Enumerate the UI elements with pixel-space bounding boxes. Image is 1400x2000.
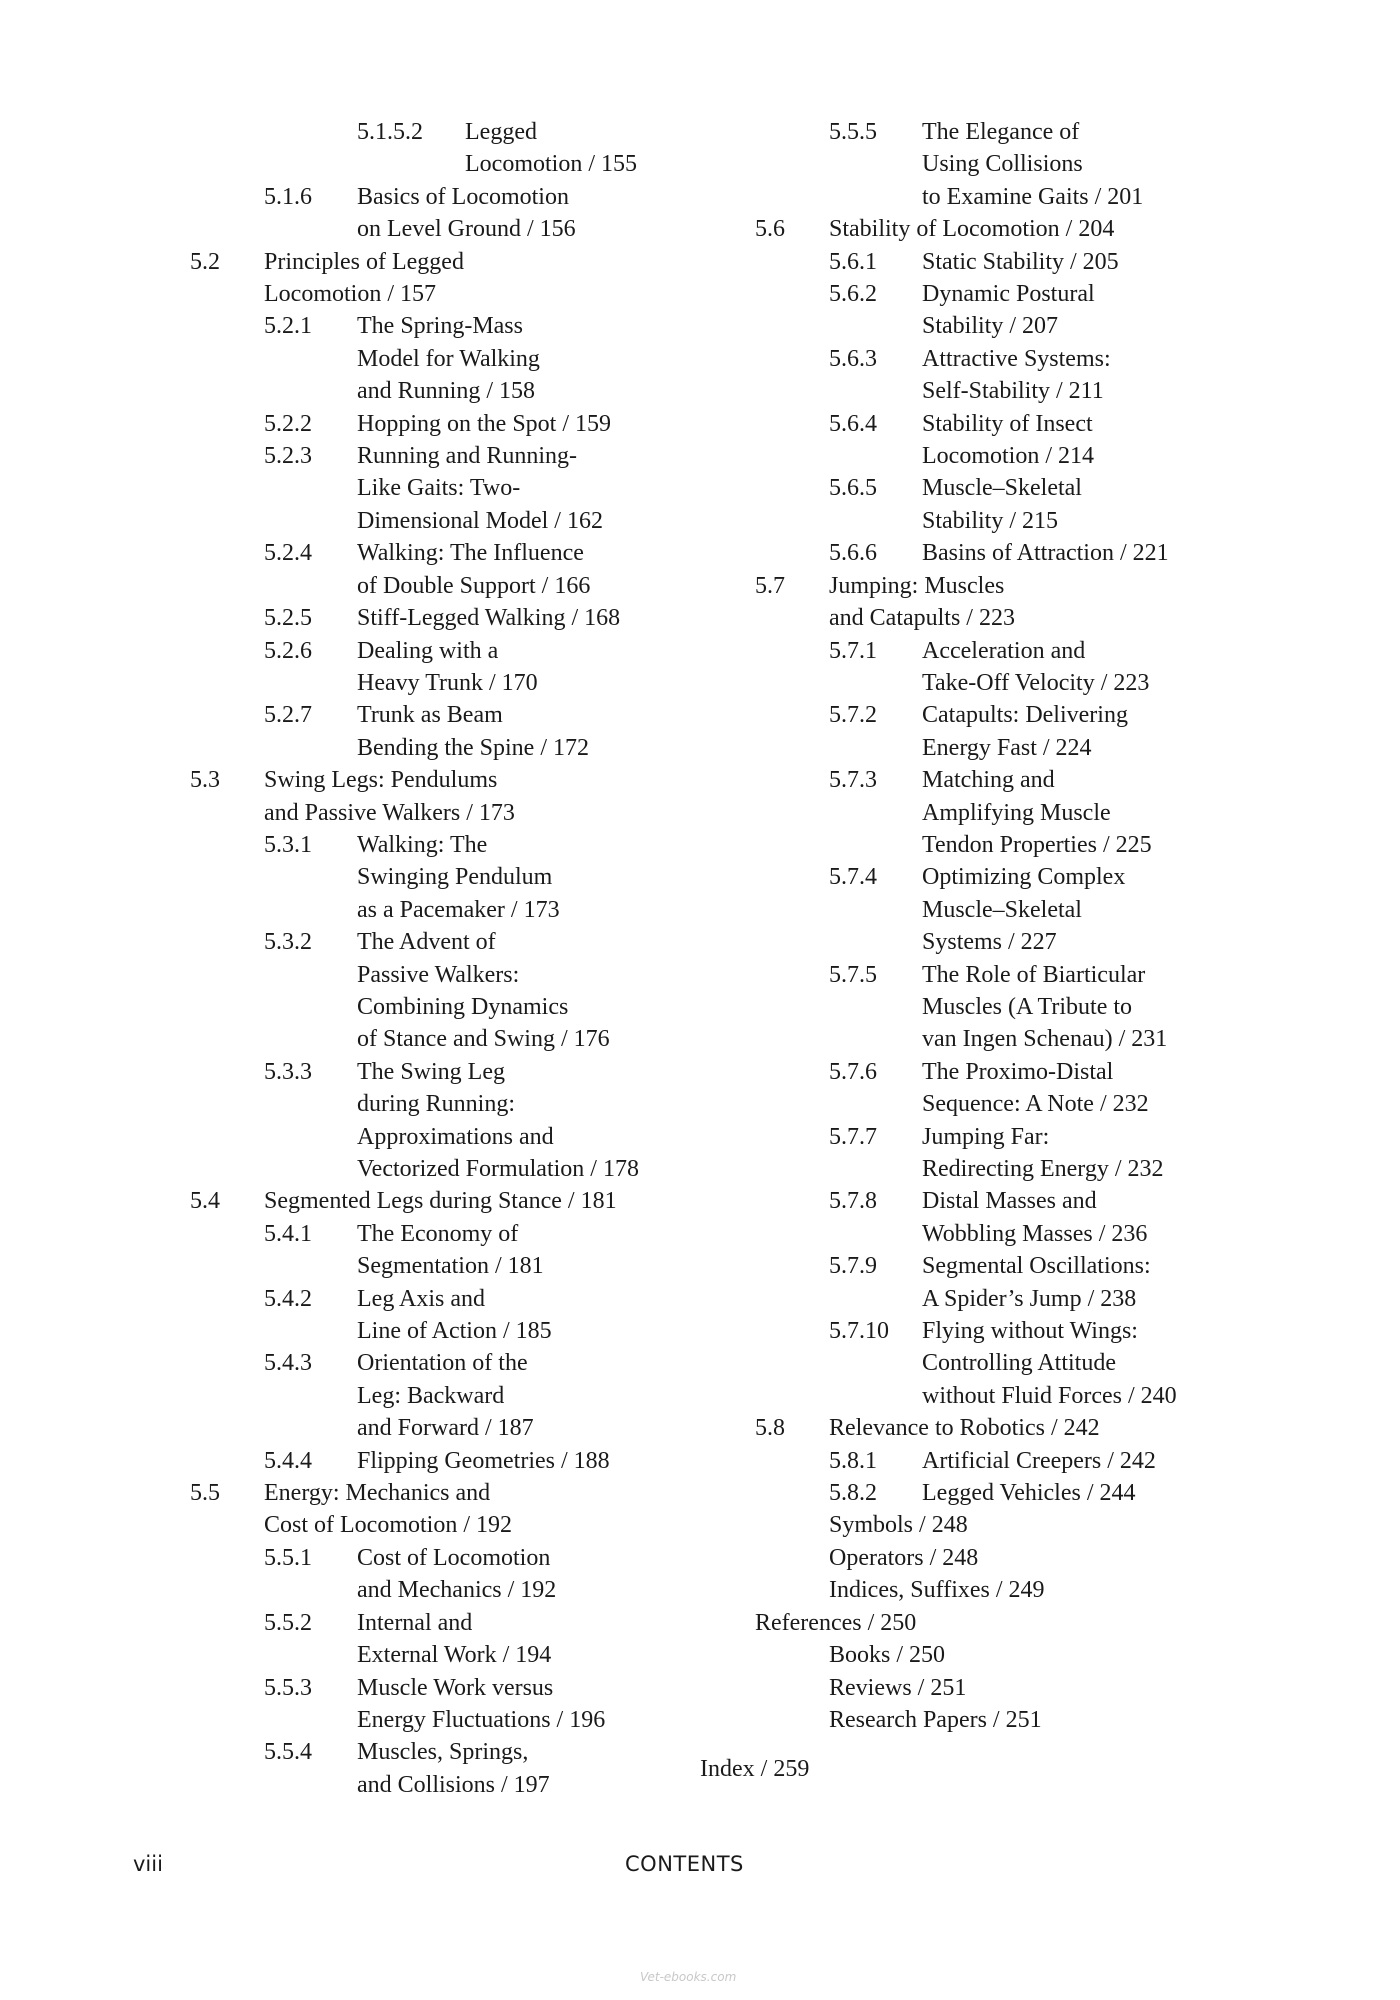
toc-entry-line: Passive Walkers: [357,961,520,988]
toc-entry-line: Tendon Properties / 225 [922,831,1152,858]
toc-entry-line: Muscle Work versus [357,1674,554,1701]
toc-entry-number: 5.8.1 [829,1447,877,1474]
toc-entry-title [922,1315,1275,1412]
toc-entry-line: Leg: Backward [357,1382,505,1409]
toc-entry-line: Catapults: Delivering [922,702,1128,729]
toc-entry[interactable] [755,1574,1275,1606]
toc-entry-line: Stability / 215 [922,507,1059,534]
toc-entry-number: 5.8 [755,1415,785,1442]
toc-entry-line: Cost of Locomotion / 192 [264,1512,512,1539]
toc-entry[interactable] [755,1607,1275,1639]
toc-entry-line: Stability / 207 [922,313,1059,340]
toc-entry-title [922,1056,1275,1121]
toc-entry-line: Walking: The [357,831,488,858]
toc-entry-line: Locomotion / 214 [922,443,1094,470]
toc-entry-line: Research Papers / 251 [829,1706,1042,1733]
toc-entry[interactable] [190,635,710,700]
toc-entry-number: 5.2.4 [264,540,312,567]
toc-entry-number: 5.7.2 [829,702,877,729]
toc-entry-line: Cost of Locomotion [357,1544,551,1571]
footer-running-title: CONTENTS [625,1852,744,1876]
toc-entry[interactable] [190,408,710,440]
toc-entry[interactable] [755,699,1275,764]
toc-entry-number: 5.8.2 [829,1480,877,1507]
toc-entry-line: on Level Ground / 156 [357,216,576,243]
toc-entry[interactable] [755,861,1275,958]
toc-entry-number: 5.6.2 [829,281,877,308]
toc-entry-line: The Role of Biarticular [922,961,1146,988]
toc-entry-line: and Catapults / 223 [829,605,1015,632]
toc-entry-line: of Double Support / 166 [357,572,591,599]
toc-entry-number: 5.1.6 [264,183,312,210]
toc-entry[interactable] [755,213,1275,245]
toc-entry-line: The Swing Leg [357,1058,505,1085]
toc-entry-title [357,926,710,1056]
toc-entry-title [357,1736,710,1801]
toc-entry-line: Systems / 227 [922,929,1057,956]
toc-entry-line: External Work / 194 [357,1642,552,1669]
toc-entry-number: 5.2.6 [264,637,312,664]
toc-entry-line: Segmentation / 181 [357,1253,544,1280]
toc-entry-line: Leg Axis and [357,1285,485,1312]
toc-entry-number: 5.5.5 [829,119,877,145]
toc-entry[interactable] [755,764,1275,861]
toc-entry[interactable] [190,1607,710,1672]
toc-entry-line: Walking: The Influence [357,540,584,567]
toc-entry[interactable] [755,1639,1275,1671]
toc-entry-title [357,1445,710,1477]
toc-entry-title [829,213,1275,245]
toc-entry-line: Stability of Insect [922,410,1093,437]
toc-entry-number: 5.7.10 [829,1318,889,1345]
toc-entry-number: 5.5.2 [264,1609,312,1636]
toc-entry-title [922,635,1275,700]
toc-entry-title [357,1672,710,1737]
toc-entry-number: 5.6.6 [829,540,877,567]
toc-entry-line: Segmental Oscillations: [922,1253,1151,1280]
toc-entry-line: to Examine Gaits / 201 [922,183,1144,210]
toc-entry[interactable] [755,116,1275,213]
toc-entry[interactable] [190,1736,710,1801]
toc-entry-line: and Running / 158 [357,378,535,405]
toc-entry-line: Segmented Legs during Stance / 181 [264,1188,617,1215]
toc-entry-line: and Collisions / 197 [357,1771,550,1798]
toc-entry-line: Heavy Trunk / 170 [357,669,538,696]
toc-entry-line: Muscles, Springs, [357,1739,529,1766]
toc-entry-line: Sequence: A Note / 232 [922,1091,1149,1118]
toc-entry-number: 5.7.5 [829,961,877,988]
toc-entry[interactable] [755,1542,1275,1574]
toc-entry[interactable] [755,537,1275,569]
toc-entry-number: 5.7.7 [829,1123,877,1150]
toc-entry-line: Take-Off Velocity / 223 [922,669,1150,696]
toc-entry-line: The Proximo-Distal [922,1058,1114,1085]
toc-entry-line: during Running: [357,1091,516,1118]
toc-entry-line: Legged Vehicles / 244 [922,1480,1136,1507]
toc-entry[interactable] [755,1672,1275,1704]
toc-entry-title [922,1185,1275,1250]
toc-entry[interactable] [755,246,1275,278]
toc-entry-title [357,602,710,634]
toc-entry-title [357,1056,710,1186]
toc-entry-line: Flipping Geometries / 188 [357,1447,610,1474]
toc-entry-title [829,570,1275,635]
toc-entry[interactable] [190,181,710,246]
toc-entry[interactable] [755,408,1275,473]
toc-entry-line: Self-Stability / 211 [922,378,1104,405]
toc-entry[interactable] [190,1542,710,1607]
toc-entry[interactable] [190,1185,710,1217]
toc-entry[interactable] [755,570,1275,635]
toc-entry-line: Symbols / 248 [829,1512,968,1539]
toc-entry-line: Muscles (A Tribute to [922,993,1133,1020]
toc-entry-title [922,861,1275,958]
toc-entry-number: 5.7.3 [829,767,877,794]
toc-entry[interactable] [190,246,710,311]
toc-entry-title [922,959,1275,1056]
toc-entry-number: 5.3.2 [264,929,312,956]
toc-entry-line: without Fluid Forces / 240 [922,1382,1177,1409]
toc-entry-title [922,699,1275,764]
toc-entry-number: 5.7.9 [829,1253,877,1280]
toc-right-column [755,116,1275,1736]
toc-entry-line: Attractive Systems: [922,345,1111,372]
toc-entry-line: Matching and [922,767,1055,794]
toc-entry-title [922,1250,1275,1315]
toc-entry-number: 5.4.4 [264,1447,312,1474]
toc-entry-line: Dealing with a [357,637,499,664]
toc-entry-line: van Ingen Schenau) / 231 [922,1026,1168,1053]
toc-entry-title [829,1672,1275,1704]
toc-entry-line: Controlling Attitude [922,1350,1117,1377]
toc-entry[interactable] [190,1218,710,1283]
toc-entry-title [829,1704,1275,1736]
toc-entry-line: Books / 250 [829,1642,946,1669]
toc-entry[interactable] [190,1477,710,1542]
toc-entry-title [357,1218,710,1283]
toc-entry-line: Locomotion / 157 [264,281,436,308]
toc-entry-line: Artificial Creepers / 242 [922,1447,1156,1474]
toc-entry-number: 5.6.4 [829,410,877,437]
toc-entry-line: Basics of Locomotion [357,183,569,210]
toc-entry-line: and Mechanics / 192 [357,1577,557,1604]
toc-entry-line: Running and Running- [357,443,577,470]
toc-entry-title [357,310,710,407]
toc-entry-title [829,1509,1275,1541]
toc-entry-line: Energy Fast / 224 [922,734,1092,761]
toc-entry-title [829,1574,1275,1606]
toc-entry-line: and Passive Walkers / 173 [264,799,515,826]
toc-entry-line: Amplifying Muscle [922,799,1111,826]
toc-entry[interactable] [755,343,1275,408]
toc-entry[interactable] [190,1283,710,1348]
toc-entry-title [264,764,710,829]
toc-entry-line: Legged [465,119,537,145]
toc-entry-number: 5.7.8 [829,1188,877,1215]
toc-entry-number: 5.3.3 [264,1058,312,1085]
toc-entry[interactable] [190,829,710,926]
toc-entry-number: 5.7 [755,572,785,599]
toc-entry-line: References / 250 [755,1609,917,1636]
toc-entry-line: Operators / 248 [829,1544,979,1571]
toc-entry-title [357,181,710,246]
toc-entry-line: Stiff-Legged Walking / 168 [357,605,621,632]
toc-entry-number: 5.1.5.2 [357,119,423,145]
toc-entry[interactable] [755,635,1275,700]
toc-entry-title [922,1477,1275,1509]
toc-entry[interactable] [755,1121,1275,1186]
toc-entry-line: Distal Masses and [922,1188,1097,1215]
toc-entry-line: Basins of Attraction / 221 [922,540,1169,567]
toc-entry[interactable] [755,1445,1275,1477]
footer-page-number: viii [133,1852,163,1876]
toc-entry-line: Relevance to Robotics / 242 [829,1415,1100,1442]
toc-entry-title [465,116,710,181]
toc-entry-number: 5.3.1 [264,831,312,858]
toc-entry[interactable] [755,1056,1275,1121]
toc-entry-number: 5.3 [190,767,220,794]
toc-entry-title [922,537,1275,569]
toc-entry-line: Dynamic Postural [922,281,1095,308]
toc-left-column [190,116,710,1801]
toc-entry-number: 5.2.2 [264,410,312,437]
toc-entry-line: Reviews / 251 [829,1674,967,1701]
toc-entry-line: Principles of Legged [264,248,464,275]
toc-entry-title [357,408,710,440]
toc-entry[interactable] [190,1056,710,1186]
toc-entry-title [829,1412,1275,1444]
toc-entry-line: Jumping Far: [922,1123,1050,1150]
toc-entry-title [357,829,710,926]
toc-entry-title [829,1542,1275,1574]
toc-entry-number: 5.2.3 [264,443,312,470]
toc-entry-line: The Advent of [357,929,496,956]
toc-entry-line: Wobbling Masses / 236 [922,1220,1148,1247]
toc-entry-title [357,537,710,602]
toc-entry-title [922,278,1275,343]
toc-entry-line: Orientation of the [357,1350,528,1377]
toc-entry-title [357,1283,710,1348]
toc-entry-line: The Economy of [357,1220,519,1247]
toc-entry-line: Swing Legs: Pendulums [264,767,498,794]
toc-entry-number: 5.7.1 [829,637,877,664]
toc-entry-number: 5.4.2 [264,1285,312,1312]
toc-entry-number: 5.5.3 [264,1674,312,1701]
toc-entry-line: Trunk as Beam [357,702,503,729]
toc-entry[interactable] [190,1347,710,1444]
toc-entry-number: 5.5.4 [264,1739,312,1766]
toc-entry-number: 5.4.1 [264,1220,312,1247]
toc-entry-line: as a Pacemaker / 173 [357,896,560,923]
toc-entry-title [357,440,710,537]
toc-entry[interactable] [190,926,710,1056]
toc-entry[interactable] [190,602,710,634]
toc-entry[interactable] [755,959,1275,1056]
toc-entry-number: 5.2 [190,248,220,275]
toc-entry-number: 5.5 [190,1480,220,1507]
toc-entry-title [922,1445,1275,1477]
toc-entry-line: Optimizing Complex [922,864,1126,891]
toc-entry[interactable] [755,1250,1275,1315]
toc-entry-title [264,246,710,311]
toc-entry[interactable] [755,1412,1275,1444]
toc-entry-line: Indices, Suffixes / 249 [829,1577,1045,1604]
toc-entry[interactable] [755,1509,1275,1541]
toc-entry-title [922,1121,1275,1186]
toc-entry-number: 5.5.1 [264,1544,312,1571]
toc-entry-title [922,343,1275,408]
toc-entry-number: 5.6 [755,216,785,243]
toc-entry-title [922,408,1275,473]
toc-entry-title [264,1185,710,1217]
toc-entry-number: 5.4.3 [264,1350,312,1377]
toc-entry[interactable] [755,278,1275,343]
toc-entry-title [829,1639,1275,1671]
toc-entry-line: Vectorized Formulation / 178 [357,1156,639,1182]
toc-entry[interactable] [190,310,710,407]
toc-entry-line: Like Gaits: Two- [357,475,521,502]
toc-entry-number: 5.7.6 [829,1058,877,1085]
toc-entry-line: Swinging Pendulum [357,864,553,891]
toc-entry[interactable] [190,699,710,764]
toc-entry-line: of Stance and Swing / 176 [357,1026,610,1053]
toc-entry-title [357,699,710,764]
toc-entry-line: Flying without Wings: [922,1318,1138,1345]
toc-entry-line: Internal and [357,1609,473,1636]
toc-entry-line: Dimensional Model / 162 [357,507,603,534]
toc-entry[interactable] [755,1185,1275,1250]
toc-entry-line: Redirecting Energy / 232 [922,1156,1164,1182]
toc-index-entry[interactable]: Index / 259 [700,1756,810,1782]
toc-entry[interactable] [190,537,710,602]
toc-entry-title [922,472,1275,537]
toc-entry[interactable] [190,764,710,829]
toc-entry-number: 5.2.7 [264,702,312,729]
toc-entry-line: Hopping on the Spot / 159 [357,410,612,437]
toc-entry-line: and Forward / 187 [357,1415,534,1442]
toc-entry-line: Model for Walking [357,345,540,372]
toc-entry-line: Using Collisions [922,151,1083,178]
toc-entry-title [357,1607,710,1672]
toc-entry-line: Static Stability / 205 [922,248,1119,275]
toc-entry-line: Energy Fluctuations / 196 [357,1706,606,1733]
toc-entry-line: Bending the Spine / 172 [357,734,589,761]
toc-entry-title [755,1607,1275,1639]
toc-entry[interactable] [190,116,710,181]
toc-entry-number: 5.7.4 [829,864,877,891]
toc-entry-line: Acceleration and [922,637,1086,664]
toc-entry-title [922,116,1275,213]
toc-entry-title [922,764,1275,861]
toc-entry-number: 5.2.1 [264,313,312,340]
toc-entry-line: Approximations and [357,1123,554,1150]
toc-entry-line: Energy: Mechanics and [264,1480,491,1507]
toc-entry-number: 5.4 [190,1188,220,1215]
toc-entry-title [264,1477,710,1542]
toc-entry-line: Jumping: Muscles [829,572,1005,599]
toc-entry[interactable] [190,440,710,537]
toc-entry-number: 5.6.3 [829,345,877,372]
toc-entry-line: Stability of Locomotion / 204 [829,216,1115,243]
toc-entry[interactable] [755,472,1275,537]
toc-entry-line: Combining Dynamics [357,993,569,1020]
toc-entry-title [922,246,1275,278]
toc-entry[interactable] [190,1672,710,1737]
toc-entry-line: The Spring-Mass [357,313,523,340]
toc-entry-title [357,635,710,700]
toc-entry[interactable] [755,1704,1275,1736]
toc-entry-line: The Elegance of [922,119,1080,145]
toc-entry-number: 5.6.1 [829,248,877,275]
toc-entry[interactable] [190,1445,710,1477]
toc-entry-line: Muscle–Skeletal [922,475,1082,502]
toc-entry[interactable] [755,1315,1275,1412]
toc-entry[interactable] [755,1477,1275,1509]
toc-entry-number: 5.6.5 [829,475,877,502]
toc-entry-line: Locomotion / 155 [465,151,637,178]
toc-entry-number: 5.2.5 [264,605,312,632]
toc-entry-line: Muscle–Skeletal [922,896,1082,923]
watermark-logo: Vet-ebooks.com [640,1970,737,1984]
toc-entry-line: A Spider’s Jump / 238 [922,1285,1137,1312]
toc-entry-title [357,1347,710,1444]
toc-entry-line: Line of Action / 185 [357,1318,552,1345]
toc-entry-title [357,1542,710,1607]
